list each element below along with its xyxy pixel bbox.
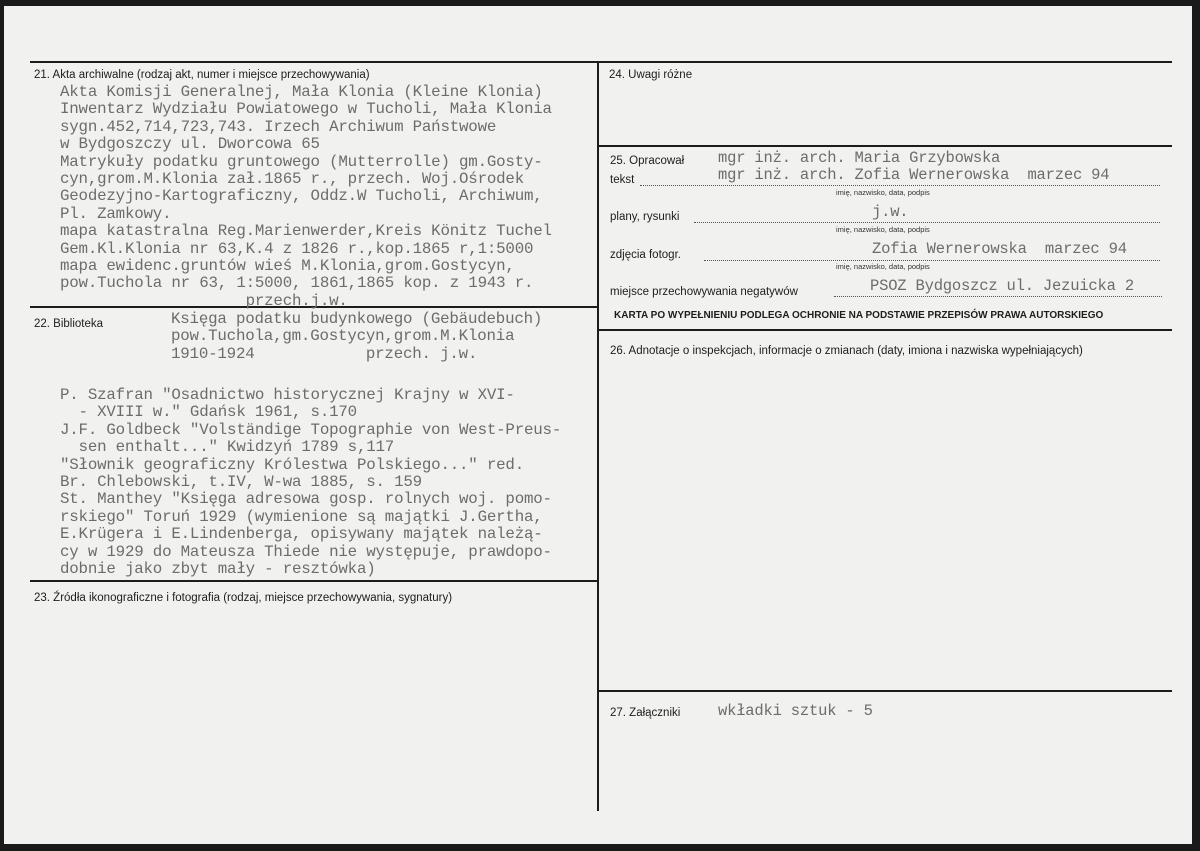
rule-24-25: [599, 145, 1172, 147]
archive-card: [4, 6, 1192, 844]
section-22-text-bottom: P. Szafran "Osadnictwo historycznej Krajny w XVI- - XVIII w." Gdańsk 1961, s.170 J.F. Goldbeck "Volständige Topographie von West-Preus- sen enthalt..." Kwidzyń 1789 s,117 "Słownik geograficzny Królestwa Polskiego..." red. Br. Chlebowski, t.IV, W-wa 1885, s. 159 St. Manthey "Księga adresowa gosp. rolnych woj. pomo- rskiego" Toruń 1929 (wymienione są majątki J.Gertha, E.Krügera i E.Lindenberga, opisywany majątek należą- cy w 1929 do Mateusza Thiede nie występuje, prawdopo- dobnie jako zbyt mały - resztówka): [60, 386, 562, 579]
top-rule: [30, 61, 1172, 63]
section-23-label: 23. Źródła ikonograficzne i fotografia (rodzaj, miejsce przechowywania, sygnatury): [34, 592, 453, 604]
tekst-value-line2: mgr inż. arch. Zofia Wernerowska marzec 94: [718, 166, 1110, 184]
plany-value: j.w.: [872, 203, 909, 221]
rule-25-26: [599, 329, 1172, 331]
negatywy-dotted-line: [834, 296, 1162, 297]
section-21-text: Akta Komisji Generalnej, Mała Klonia (Kleine Klonia) Inwentarz Wydziału Powiatowego w Tucholi, Mała Klonia sygn.452,714,723,743. Irzech Archiwum Państwowe w Bydgoszczy ul. Dworcowa 65 Matrykuły podatku gruntowego (Mutterrolle) gm.Gosty- cyn,grom.M.Klonia zał.1865 r., przech. Woj.Ośrodek Geodezyjno-Kartograficzny, Oddz.W Tucholi, Archiwum, Pl. Zamkowy. mapa katastralna Reg.Marienwerder,Kreis Könitz Tuchel Gem.Kl.Klonia nr 63,K.4 z 1826 r.,kop.1865 r,1:5000 mapa ewidenc.gruntów wieś M.Klonia,grom.Gostycyn, pow.Tuchola nr 63, 1:5000, 1861,1865 kop. z 1943 r. przech.j.w.: [60, 83, 552, 310]
section-21-label: 21. Akta archiwalne (rodzaj akt, numer i miejsce przechowywania): [34, 69, 370, 81]
section-25-label: 25. Opracował: [610, 155, 685, 167]
rule-22-23: [30, 580, 597, 582]
section-22-text-top: Księga podatku budynkowego (Gebäudebuch) pow.Tuchola,gm.Gostycyn,grom.M.Klonia 1910-1924 przech. j.w.: [171, 310, 543, 363]
zdjecia-label: zdjęcia fotogr.: [610, 249, 681, 261]
section-24-label: 24. Uwagi różne: [609, 69, 693, 81]
rule-26-27: [599, 690, 1172, 692]
copyright-notice: KARTA PO WYPEŁNIENIU PODLEGA OCHRONIE NA PODSTAWIE PRZEPISÓW PRAWA AUTORSKIEGO: [614, 310, 1104, 321]
tekst-sub-caption: imię, nazwisko, data, podpis: [836, 188, 930, 197]
section-26-label: 26. Adnotacje o inspekcjach, informacje o zmianach (daty, imiona i nazwiska wypełniających): [610, 345, 1083, 357]
section-22-label: 22. Biblioteka: [34, 318, 104, 330]
section-27-value: wkładki sztuk - 5: [718, 702, 873, 720]
plany-label: plany, rysunki: [610, 211, 680, 223]
tekst-dotted-line: [640, 185, 1160, 186]
tekst-value-line1: mgr inż. arch. Maria Grzybowska: [718, 149, 1001, 167]
plany-dotted-line: [694, 222, 1160, 223]
plany-sub-caption: imię, nazwisko, data, podpis: [836, 225, 930, 234]
negatywy-label: miejsce przechowywania negatywów: [610, 286, 798, 298]
zdjecia-sub-caption: imię, nazwisko, data, podpis: [836, 262, 930, 271]
section-27-label: 27. Załączniki: [610, 707, 681, 719]
center-divider: [597, 61, 599, 811]
negatywy-value: PSOZ Bydgoszcz ul. Jezuicka 2: [870, 277, 1134, 295]
zdjecia-value: Zofia Wernerowska marzec 94: [872, 240, 1127, 258]
tekst-label: tekst: [610, 174, 635, 186]
zdjecia-dotted-line: [704, 260, 1160, 261]
